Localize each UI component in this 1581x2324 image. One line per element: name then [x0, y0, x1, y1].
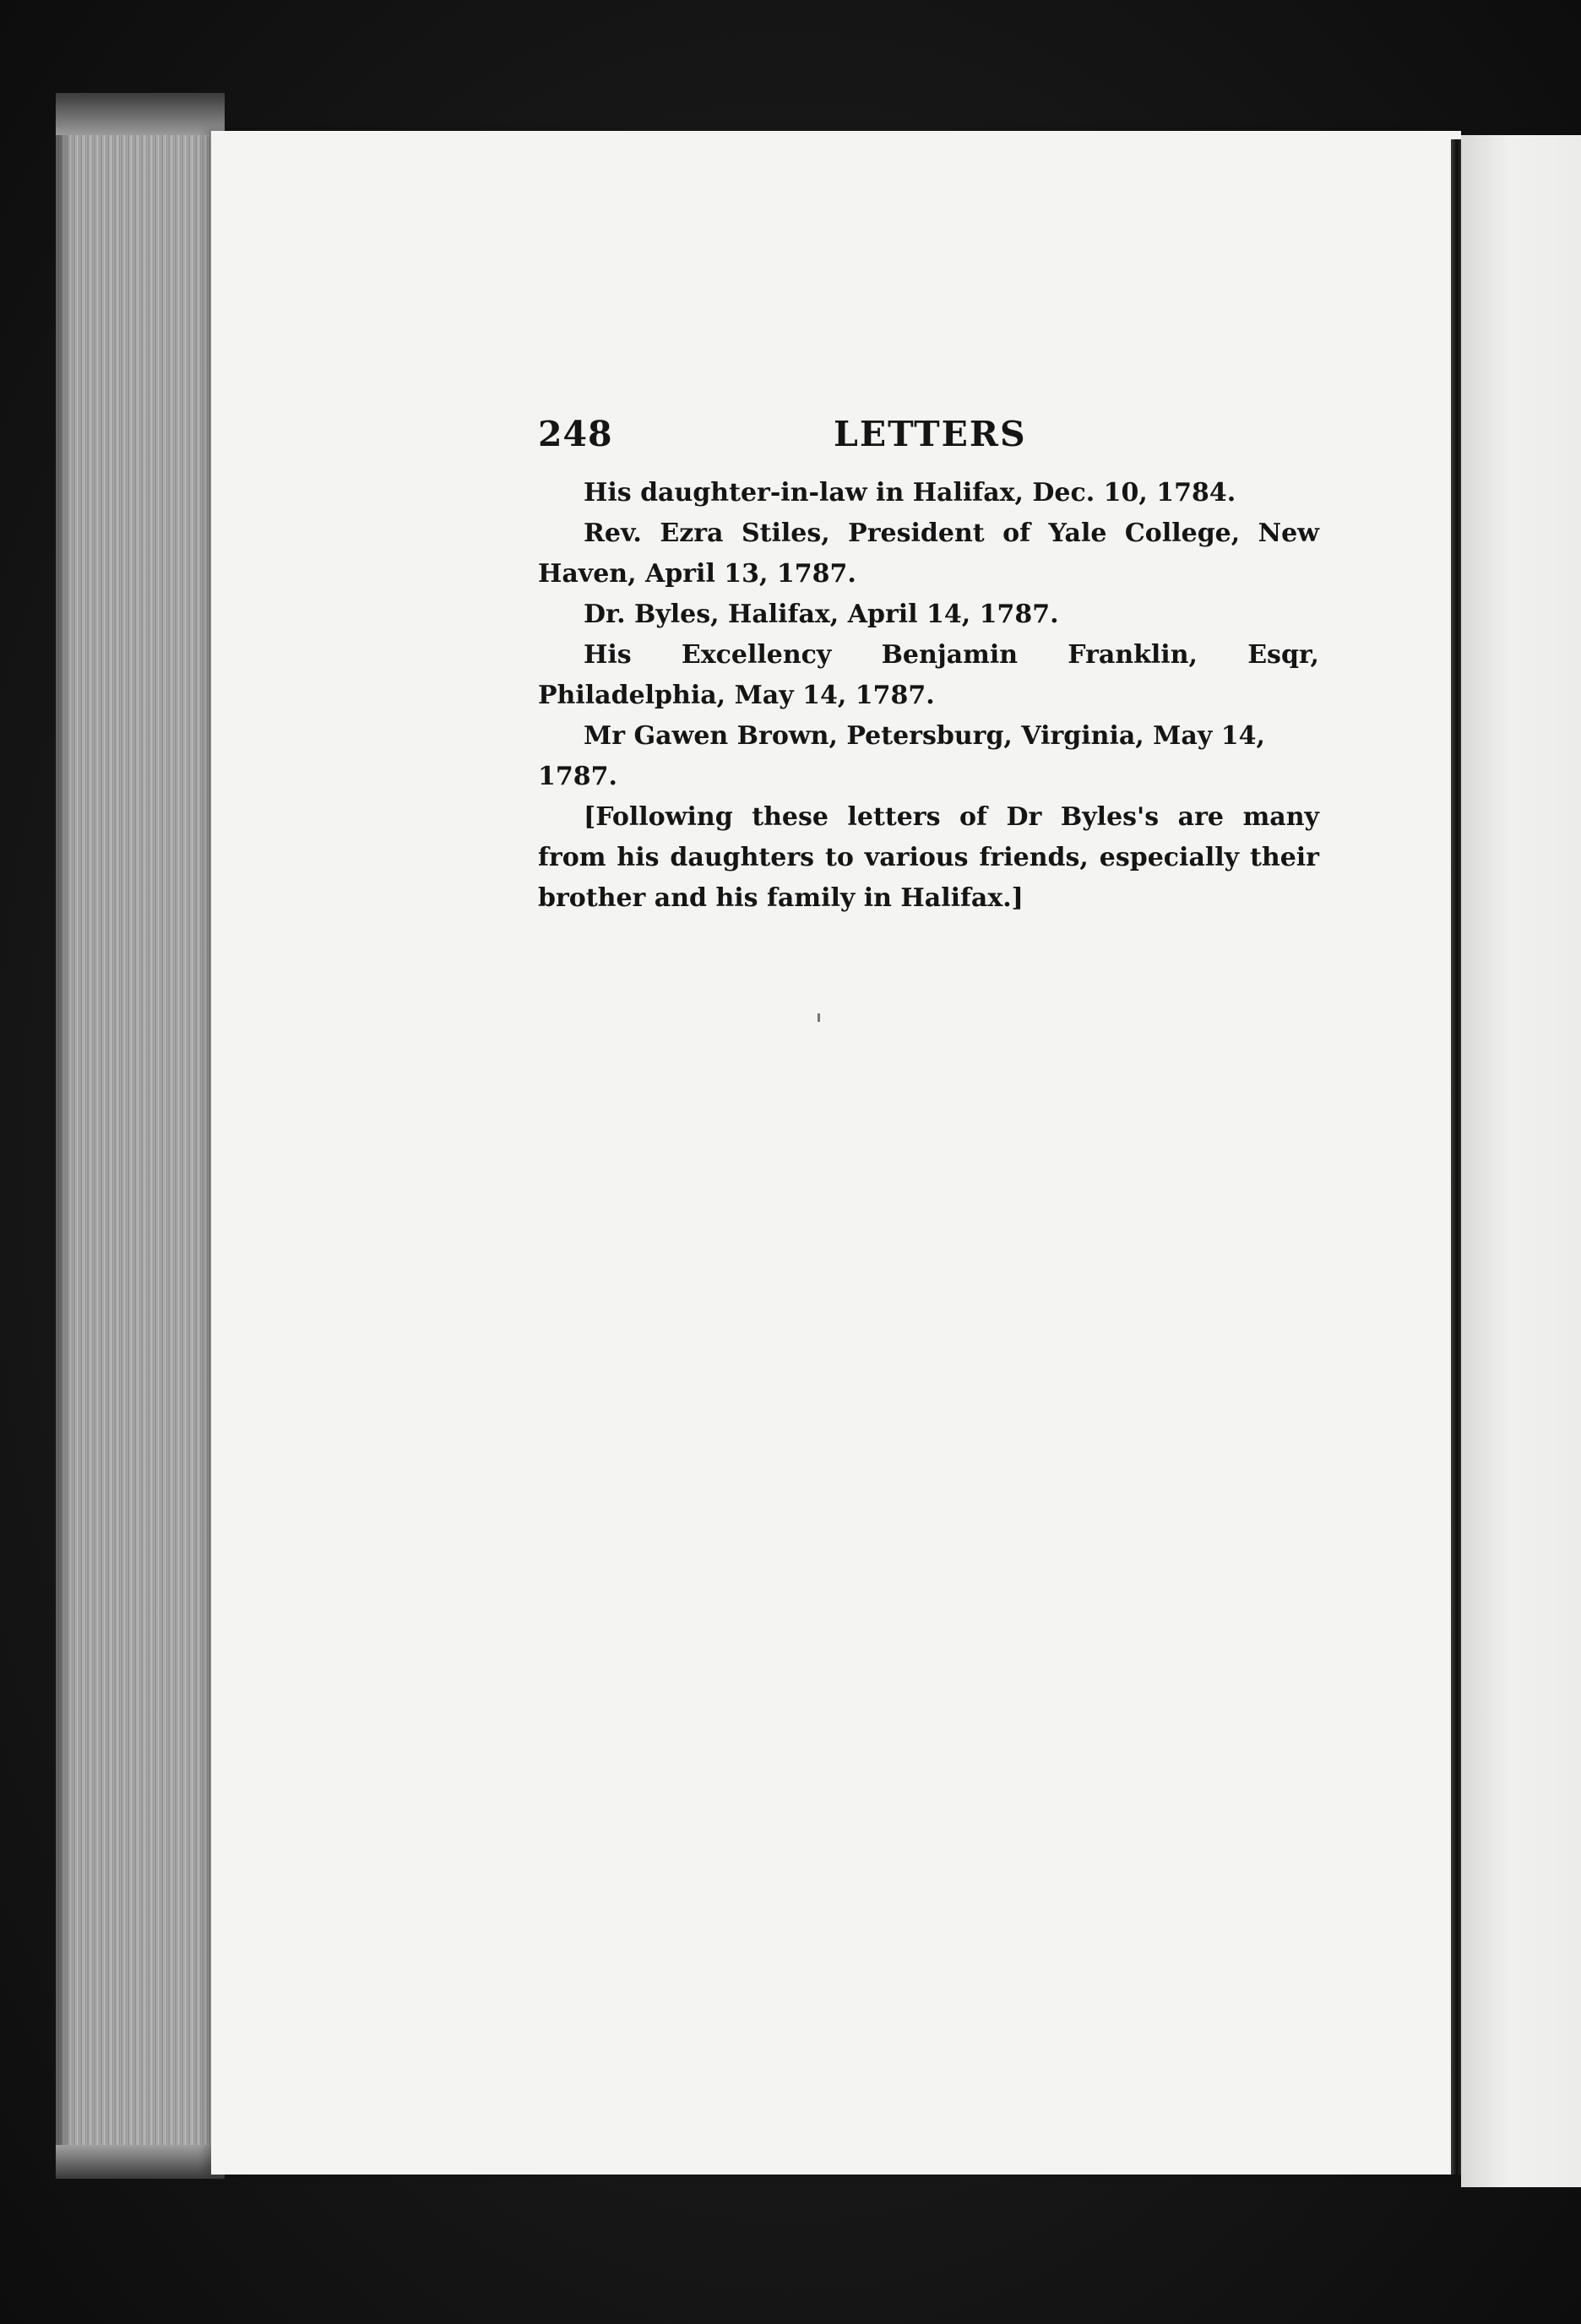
letter-entry-2: Rev. Ezra Stiles, President of Yale College, New Haven, April 13, 1787. — [538, 519, 1319, 589]
editorial-note: [Following these letters of Dr Byles's are many from his daughters to various friends, especially their brother and his family in Halifax.] — [538, 802, 1319, 913]
running-head — [538, 405, 1319, 473]
book-page-edges — [56, 93, 225, 2179]
book-edge-bottom-shadow — [56, 2145, 225, 2179]
letter-entry-5: Mr Gawen Brown, Petersburg, Virginia, May 14, 1787. — [538, 721, 1265, 791]
facing-page-edge — [1461, 135, 1581, 2187]
letter-entry-4: His Excellency Benjamin Franklin, Esqr, Philadelphia, May 14, 1787. — [538, 640, 1319, 710]
letter-entry-1: His daughter-in-law in Halifax, Dec. 10, 1784. — [584, 478, 1236, 508]
page-title: LETTERS — [834, 414, 1027, 454]
page-content — [538, 405, 1319, 919]
page-number: 248 — [538, 414, 613, 454]
book-edge-top-shadow — [56, 93, 225, 135]
book-gutter — [1451, 139, 1461, 2175]
paper-speck — [818, 1013, 820, 1022]
letter-entry-3: Dr. Byles, Halifax, April 14, 1787. — [584, 600, 1059, 629]
